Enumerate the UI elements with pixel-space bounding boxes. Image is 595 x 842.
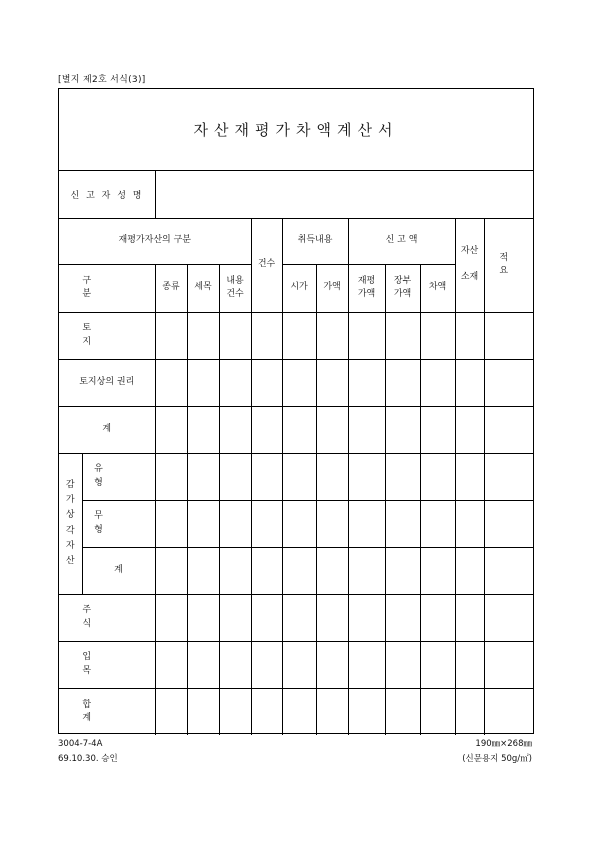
table-row [59, 406, 533, 453]
title-row [59, 89, 533, 171]
reval-line2: 가액 [357, 289, 376, 299]
row-group-depreciable-assets [59, 453, 82, 594]
reval-line1: 재평 [357, 275, 376, 286]
revaluation-table [59, 218, 533, 735]
book-line1: 장부 [393, 275, 412, 286]
form-number-label: [별지 제2호 서식(3)] [58, 75, 146, 85]
form-code: 3004-7-4A [58, 739, 103, 749]
row-label-subtotal: 계 [59, 406, 155, 453]
header-revaluation-value [348, 264, 385, 312]
table-row [59, 641, 533, 688]
document-title: 자산재평가차액계산서 [193, 121, 399, 139]
useful-life-line2: 건수 [226, 289, 244, 299]
footer-left [58, 737, 118, 767]
calculation-sheet [58, 88, 534, 734]
header-type: 종류 [155, 264, 187, 312]
useful-life-line1: 내용 [226, 275, 244, 286]
row-label-land: 토 지 [59, 312, 155, 359]
header-book-value [385, 264, 420, 312]
row-label-depreciable-subtotal: 계 [82, 547, 155, 594]
table-row [59, 500, 533, 547]
row-label-stocks: 주 식 [59, 594, 155, 641]
header-detail: 세목 [187, 264, 219, 312]
header-report-amount: 신 고 액 [348, 218, 455, 264]
approval-date: 69.10.30. 승인 [58, 754, 118, 764]
table-row [59, 594, 533, 641]
row-label-tangible: 유 형 [82, 453, 155, 500]
header-useful-life [219, 264, 251, 312]
header-category: 구 분 [59, 264, 155, 312]
header-asset-location [455, 218, 484, 312]
table-row [59, 312, 533, 359]
header-difference: 차액 [420, 264, 455, 312]
header-classification: 재평가자산의 구분 [59, 218, 251, 264]
book-line2: 가액 [393, 289, 412, 299]
table-row [59, 359, 533, 406]
table-row [59, 453, 533, 500]
header-market-price: 시가 [282, 264, 316, 312]
paper-spec: (신문용지 50g/㎡) [462, 754, 532, 764]
reporter-name-field[interactable] [155, 170, 533, 218]
depreciable-assets-label: 감가상각자산 [65, 479, 75, 567]
asset-location-line2: 소재 [460, 272, 479, 283]
table-row [59, 688, 533, 735]
paper-size: 190㎜×268㎜ [475, 739, 532, 749]
row-label-standing-timber: 입 목 [59, 641, 155, 688]
table-row [59, 547, 533, 594]
header-acquisition: 취득내용 [282, 218, 348, 264]
header-value: 가액 [316, 264, 348, 312]
header-count: 건수 [251, 218, 282, 312]
reporter-name-label: 신 고 자 성 명 [59, 170, 156, 218]
row-label-total: 합 계 [59, 688, 155, 735]
footer-right [462, 737, 532, 767]
asset-location-line1: 자산 [460, 246, 479, 257]
header-remarks: 적 요 [484, 218, 533, 312]
reporter-name-row [59, 170, 533, 219]
row-label-intangible: 무 형 [82, 500, 155, 547]
row-label-land-rights: 토지상의 권리 [59, 359, 155, 406]
